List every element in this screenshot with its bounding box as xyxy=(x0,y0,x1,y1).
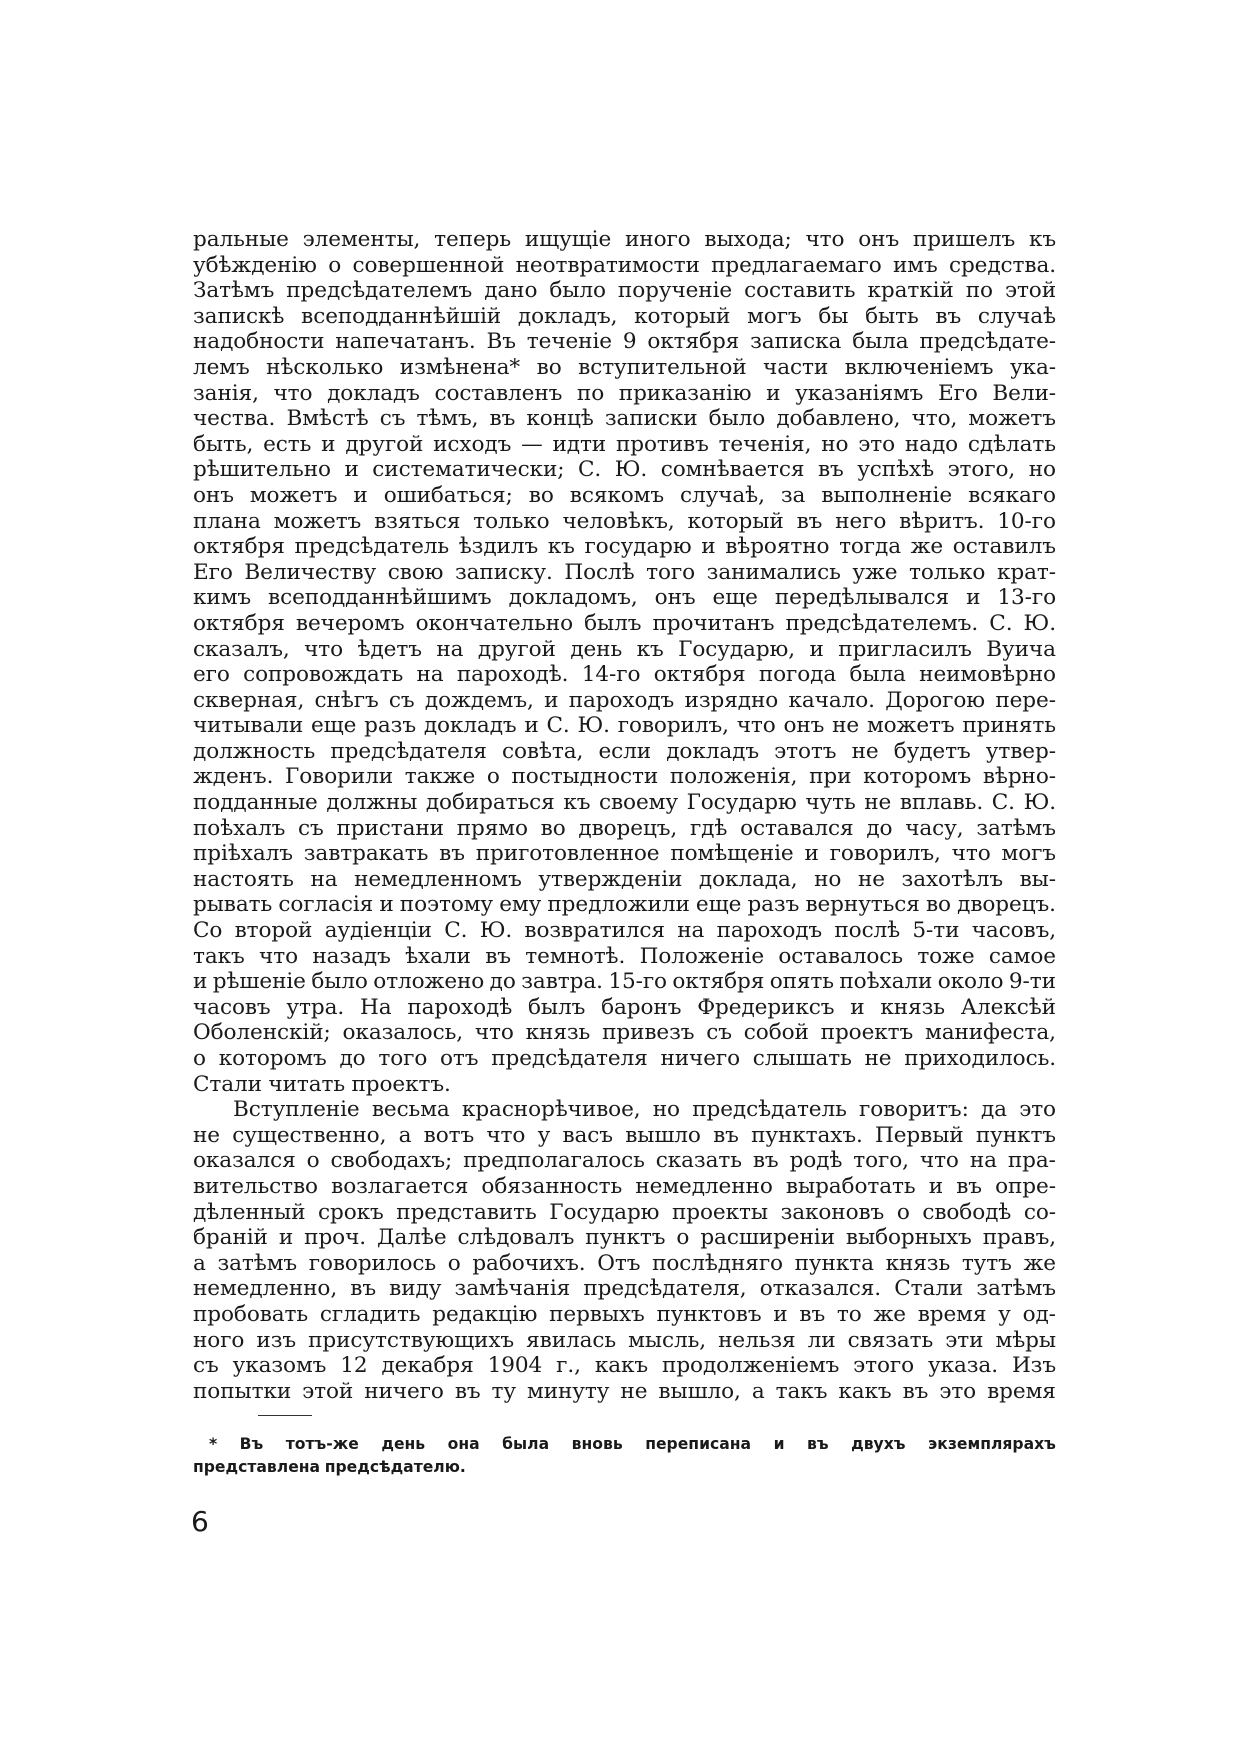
footnote xyxy=(193,1433,1056,1479)
text-line: быть, есть и другой исходъ — идти противъ теченія, но это надо сдѣлать xyxy=(193,431,1056,457)
text-line: читывали еще разъ докладъ и С. Ю. говорилъ, что онъ не можетъ принять xyxy=(193,713,1056,739)
text-line: рывать согласія и поэтому ему предложили еще разъ вернуться во дворецъ. xyxy=(193,892,1056,918)
text-line: Оболенскій; оказалось, что князь привезъ съ собой проектъ манифеста, xyxy=(193,1020,1056,1046)
text-line: ного изъ присутствующихъ явилась мысль, нельзя ли связать эти мѣры xyxy=(193,1327,1056,1353)
text-line: съ указомъ 12 декабря 1904 г., какъ продолженіемъ этого указа. Изъ xyxy=(193,1353,1056,1379)
text-line: октября предсѣдатель ѣздилъ къ государю и вѣроятно тогда же оставилъ xyxy=(193,534,1056,560)
text-line: Со второй аудіенціи С. Ю. возвратился на пароходъ послѣ 5-ти часовъ, xyxy=(193,918,1056,944)
text-line: пробовать сгладить редакцію первыхъ пунктовъ и въ то же время у од- xyxy=(193,1301,1056,1327)
text-line: не существенно, а вотъ что у васъ вышло въ пунктахъ. Первый пунктъ xyxy=(193,1122,1056,1148)
text-line: запискѣ всеподданнѣйшій докладъ, который могъ бы быть въ случаѣ xyxy=(193,303,1056,329)
text-line: такъ что назадъ ѣхали въ темнотѣ. Положеніе оставалось тоже самое xyxy=(193,943,1056,969)
text-line: чества. Вмѣстѣ съ тѣмъ, въ концѣ записки было добавлено, что, можетъ xyxy=(193,406,1056,432)
text-line: Его Величеству свою записку. Послѣ того занимались уже только крат- xyxy=(193,559,1056,585)
text-line: сказалъ, что ѣдетъ на другой день къ Государю, и пригласилъ Вуича xyxy=(193,636,1056,662)
text-line: скверная, снѣгъ съ дождемъ, и пароходъ изрядно качало. Дорогою пере- xyxy=(193,687,1056,713)
text-line: а затѣмъ говорилось о рабочихъ. Отъ послѣдняго пункта князь тутъ же xyxy=(193,1250,1056,1276)
text-line: дѣленный срокъ представить Государю проекты законовъ о свободѣ со- xyxy=(193,1199,1056,1225)
text-line: о которомъ до того отъ предсѣдателя ничего слышать не приходилось. xyxy=(193,1046,1056,1071)
text-line: немедленно, въ виду замѣчанія предсѣдателя, отказался. Стали затѣмъ xyxy=(193,1276,1056,1302)
text-line: октября вечеромъ окончательно былъ прочитанъ предсѣдателемъ. С. Ю. xyxy=(193,610,1056,636)
text-line: оказался о свободахъ; предполагалось сказать въ родѣ того, что на пра- xyxy=(193,1148,1056,1174)
text-line: ральные элементы, теперь ищущіе иного выхода; что онъ пришелъ къ xyxy=(193,227,1056,252)
text-line: Стали читать проектъ. xyxy=(193,1071,451,1097)
text-line: занія, что докладъ составленъ по приказанію и указаніямъ Его Вели- xyxy=(193,380,1056,406)
text-line: должность предсѣдателя совѣта, если докладъ этотъ не будетъ утвер- xyxy=(193,738,1056,764)
text-line: настоять на немедленномъ утвержденіи доклада, но не захотѣлъ вы- xyxy=(193,866,1056,892)
text-line: Затѣмъ предсѣдателемъ дано было порученіе составить краткій по этой xyxy=(193,278,1056,304)
text-line: плана можетъ взяться только человѣкъ, который въ него вѣритъ. 10-го xyxy=(193,508,1056,534)
footnote-divider xyxy=(258,1415,312,1416)
page-number: 6 xyxy=(191,1505,209,1538)
text-line: пріѣхалъ завтракать въ приготовленное помѣщеніе и говорилъ, что могъ xyxy=(193,841,1056,867)
text-line: вительство возлагается обязанность немедленно выработать и въ опре- xyxy=(193,1173,1056,1199)
main-text xyxy=(193,227,1056,1404)
text-line: его сопровождать на пароходѣ. 14-го октября погода была неимовѣрно xyxy=(193,662,1056,688)
text-line: онъ можетъ и ошибаться; во всякомъ случаѣ, за выполненіе всякаго xyxy=(193,482,1056,508)
footnote-line: представлена предсѣдателю. xyxy=(193,1458,466,1476)
text-line: убѣжденію о совершенной неотвратимости предлагаемаго имъ средства. xyxy=(193,252,1056,278)
text-line: поѣхалъ съ пристани прямо во дворецъ, гдѣ оставался до часу, затѣмъ xyxy=(193,815,1056,841)
text-line: и рѣшеніе было отложено до завтра. 15-го октября опять поѣхали около 9-ти xyxy=(193,969,1056,995)
text-line: жденъ. Говорили также о постыдности положенія, при которомъ вѣрно- xyxy=(193,764,1056,790)
text-line: браній и проч. Далѣе слѣдовалъ пунктъ о расширеніи выборныхъ правъ, xyxy=(193,1225,1056,1251)
text-line: надобности напечатанъ. Въ теченіе 9 октября записка была предсѣдате- xyxy=(193,329,1056,355)
text-line: рѣшительно и систематически; С. Ю. сомнѣвается въ успѣхѣ этого, но xyxy=(193,457,1056,483)
text-line: попытки этой ничего въ ту минуту не вышло, а такъ какъ въ это время xyxy=(193,1378,1056,1404)
text-line: часовъ утра. На пароходѣ былъ баронъ Фредериксъ и князь Алексѣй xyxy=(193,994,1056,1020)
text-line: кимъ всеподданнѣйшимъ докладомъ, онъ еще передѣлывался и 13-го xyxy=(193,585,1056,611)
text-line: лемъ нѣсколько измѣнена* во вступительной части включеніемъ ука- xyxy=(193,354,1056,380)
text-line: подданные должны добираться къ своему Государю чуть не вплавь. С. Ю. xyxy=(193,790,1056,816)
paragraph-start-line: Вступленіе весьма краснорѣчивое, но предсѣдатель говоритъ: да это xyxy=(233,1097,1056,1123)
footnote-line: * Въ тотъ-же день она была вновь переписана и въ двухъ экземплярахъ xyxy=(209,1435,1056,1453)
